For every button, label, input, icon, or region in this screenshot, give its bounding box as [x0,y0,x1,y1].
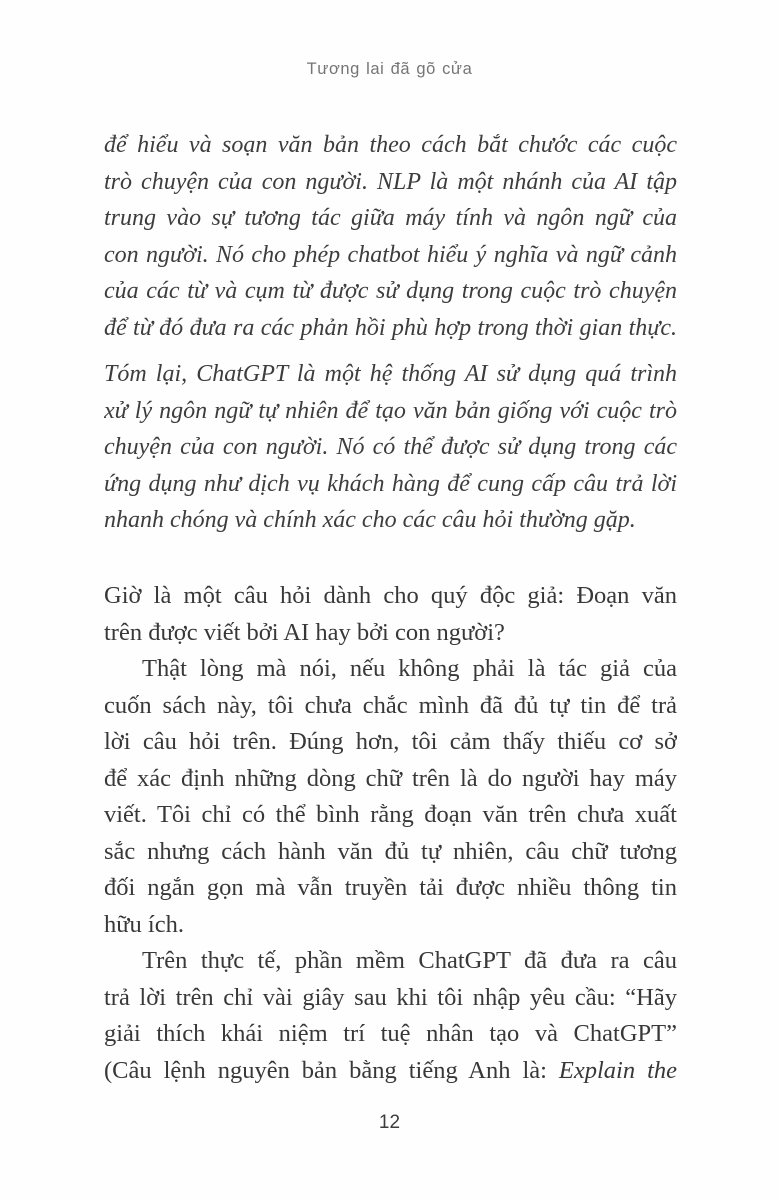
text-line: chuyện của con người. Nó có thể được sử dụng trong các [104,434,677,461]
text-line: viết. Tôi chỉ có thể bình rằng đoạn văn trên chưa xuất [104,801,677,828]
text-line: giải thích khái niệm trí tuệ nhân tạo và ChatGPT” [104,1020,677,1047]
text-line: cuốn sách này, tôi chưa chắc mình đã đủ tự tin để trả [104,691,677,719]
text-line [104,1053,677,1090]
text-line: trung vào sự tương tác giữa máy tính và ngôn ngữ của [104,205,677,232]
text-line: xử lý ngôn ngữ tự nhiên để tạo văn bản giống với cuộc trò [104,397,677,424]
text-line: để từ đó đưa ra các phản hồi phù hợp trong thời gian thực. [104,314,677,341]
paragraph-chatgpt-answer [104,943,677,1089]
text-line: trò chuyện của con người. NLP là một nhánh của AI tập [104,168,677,195]
text-line: đối ngắn gọn mà vẫn truyền tải được nhiều thông tin [104,874,677,901]
text-line: Tóm lại, ChatGPT là một hệ thống AI sử dụng quá trình [104,361,677,387]
text-line: ứng dụng như dịch vụ khách hàng để cung cấp câu trả lời [104,470,677,497]
text-line: con người. Nó cho phép chatbot hiểu ý nghĩa và ngữ cảnh [104,241,677,268]
paragraph-italic-2 [104,356,677,539]
text-line: nhanh chóng và chính xác cho các câu hỏi thường gặp. [104,507,636,534]
text-segment-regular: (Câu lệnh nguyên bản bằng tiếng Anh là: [104,1056,559,1084]
running-head: Tương lai đã gõ cửa [306,60,473,78]
paragraph-question [104,578,677,651]
text-line: trả lời trên chỉ vài giây sau khi tôi nhập yêu cầu: “Hãy [104,983,677,1011]
paragraph-honest [104,651,677,943]
text-line: Giờ là một câu hỏi dành cho quý độc giả: Đoạn văn [104,582,677,609]
text-line: để xác định những dòng chữ trên là do người hay máy [104,764,677,792]
text-line: lời câu hỏi trên. Đúng hơn, tôi cảm thấy thiếu cơ sở [104,728,677,755]
text-line: Trên thực tế, phần mềm ChatGPT đã đưa ra câu [142,947,677,974]
text-line: trên được viết bởi AI hay bởi con người? [104,618,505,646]
page-number: 12 [378,1112,401,1133]
text-line: hữu ích. [104,910,184,938]
text-line: của các từ và cụm từ được sử dụng trong cuộc trò chuyện [104,278,677,305]
body-text-block [104,578,677,1089]
text-line: để hiểu và soạn văn bản theo cách bắt chước các cuộc [104,132,677,158]
text-line: sắc nhưng cách hành văn đủ tự nhiên, câu chữ tương [104,837,677,865]
text-line: Thật lòng mà nói, nếu không phải là tác giả của [142,655,677,682]
text-segment-italic: Explain the [558,1056,677,1084]
paragraph-italic-1 [104,127,677,347]
